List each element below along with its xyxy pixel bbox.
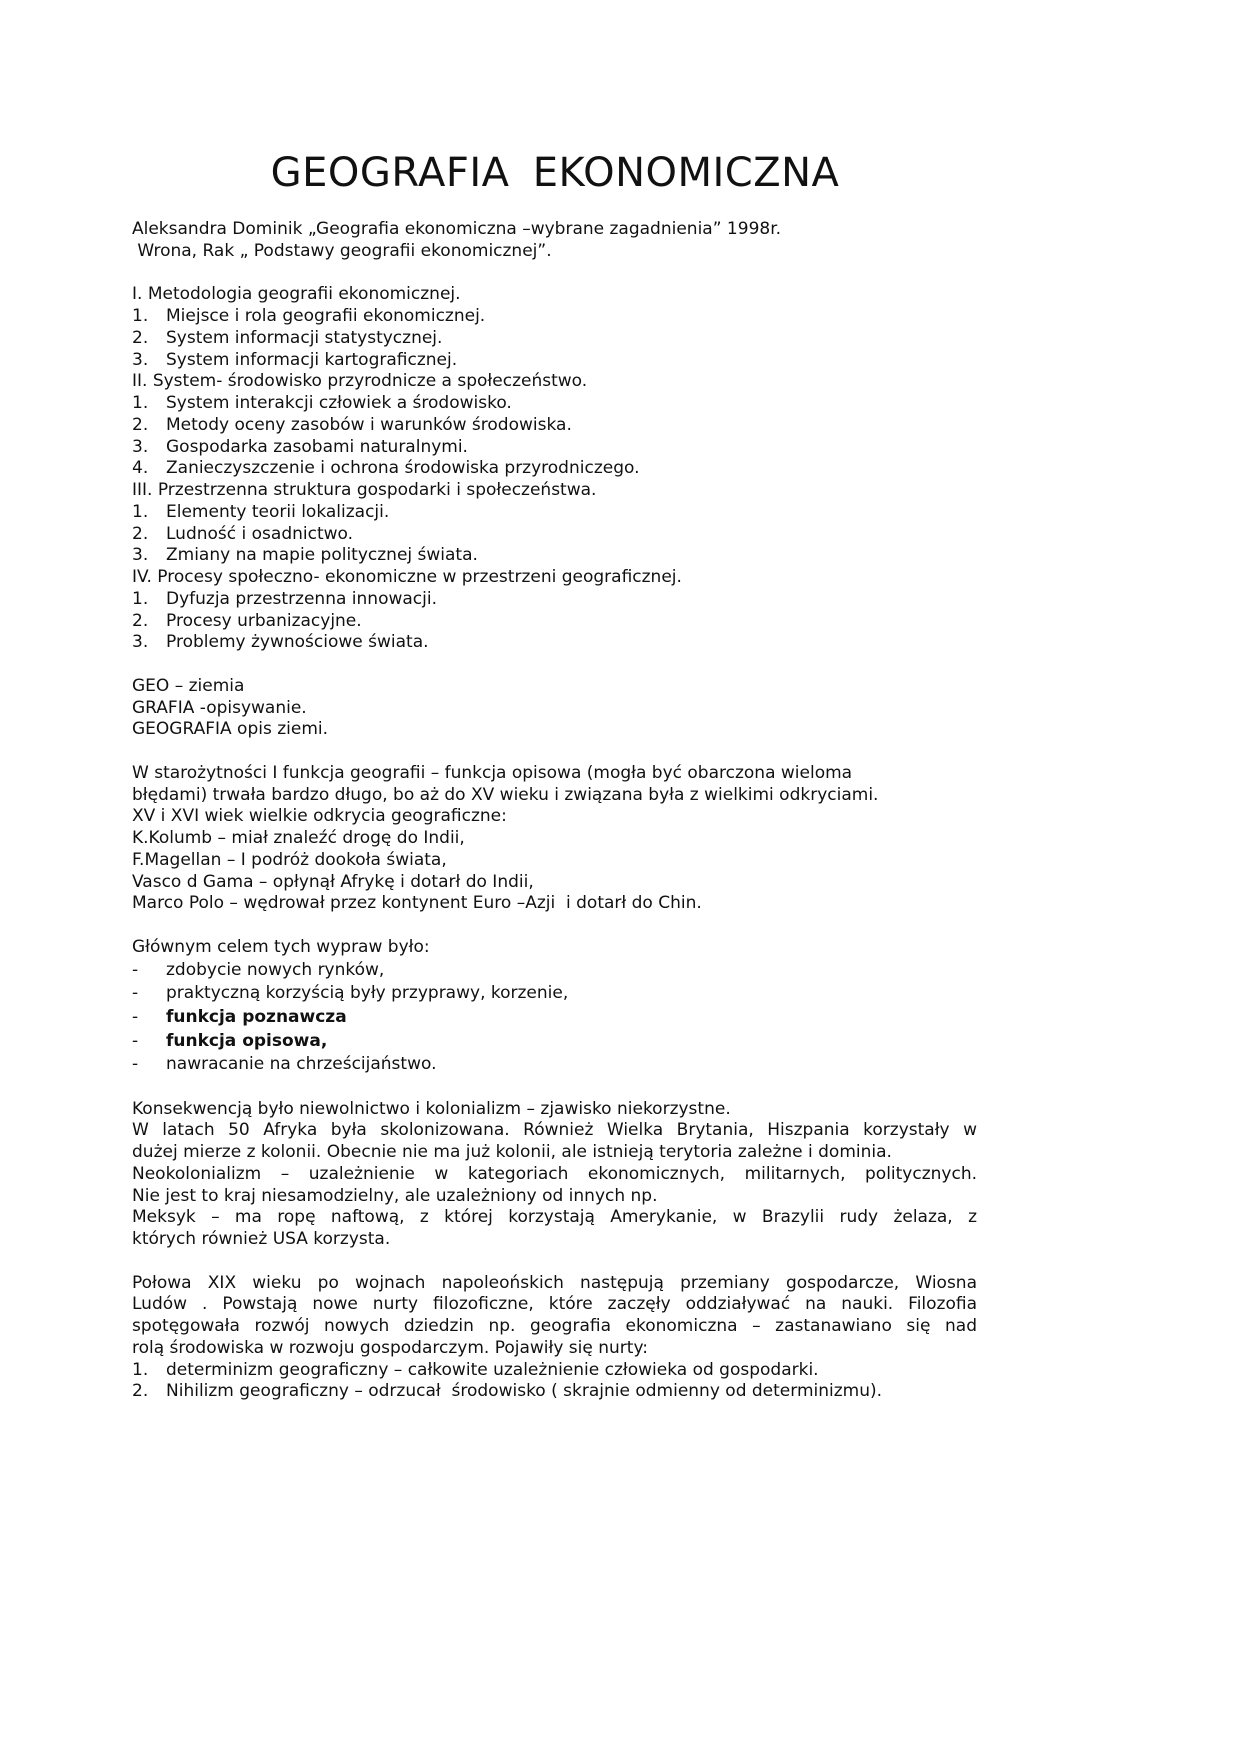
line-text: Konsekwencją było niewolnictwo i kolonializm – zjawisko niekorzystne.: [132, 1098, 731, 1119]
line-text: rolą środowiska w rozwoju gospodarczym. Pojawiły się nurty:: [132, 1337, 649, 1358]
line-text: GRAFIA -opisywanie.: [132, 697, 307, 718]
paragraph: [132, 937, 977, 1077]
list-marker: -: [132, 1054, 139, 1075]
line-text: Nie jest to kraj niesamodzielny, ale uzależniony od innych np.: [132, 1185, 658, 1206]
line-text: Dyfuzja przestrzenna innowacji.: [166, 588, 437, 609]
line-text: determinizm geograficzny – całkowite uzależnienie człowieka od gospodarki.: [166, 1359, 819, 1380]
numbered-item: [132, 458, 977, 480]
text-line: [132, 872, 977, 894]
list-marker: 2.: [132, 414, 149, 435]
paragraph: [132, 219, 977, 263]
numbered-item: [132, 1360, 977, 1382]
text-line: [132, 1186, 977, 1208]
line-text: praktyczną korzyścią były przyprawy, korzenie,: [166, 983, 569, 1004]
text-line: [132, 719, 977, 741]
line-text: Zmiany na mapie politycznej świata.: [166, 545, 478, 566]
text-line: [132, 219, 977, 241]
text-line: [132, 785, 977, 807]
list-marker: 1.: [132, 306, 149, 326]
text-line: [132, 763, 977, 785]
line-text: Nihilizm geograficzny – odrzucał środowisko ( skrajnie odmienny od determinizmu).: [166, 1381, 883, 1402]
paragraph: [132, 284, 977, 654]
list-marker: 3.: [132, 349, 149, 370]
numbered-item: [132, 437, 977, 459]
line-text: funkcja opisowa,: [166, 1030, 328, 1051]
list-marker: 1.: [132, 1359, 149, 1380]
text-line: [132, 1164, 977, 1186]
list-marker: 1.: [132, 501, 149, 522]
list-marker: 1.: [132, 393, 149, 413]
text-line: [132, 371, 977, 393]
paragraph: [132, 763, 977, 915]
list-marker: -: [132, 1030, 139, 1051]
list-marker: 4.: [132, 458, 149, 479]
text-line: [132, 480, 977, 502]
line-text: System informacji statystycznej.: [166, 327, 443, 348]
line-text: Zanieczyszczenie i ochrona środowiska przyrodniczego.: [166, 458, 640, 479]
text-line: [132, 284, 977, 306]
line-text: W starożytności I funkcja geografii – funkcja opisowa (mogła być obarczona wieloma: [132, 762, 853, 783]
list-marker: -: [132, 959, 139, 980]
line-text: Miejsce i rola geografii ekonomicznej.: [166, 306, 486, 326]
numbered-item: [132, 393, 977, 415]
line-text: błędami) trwała bardzo długo, bo aż do XV wieku i związana była z wielkimi odkryciami.: [132, 784, 879, 805]
bullet-item: [132, 1053, 977, 1077]
text-line: [132, 241, 977, 263]
list-marker: 3.: [132, 545, 149, 566]
line-text: K.Kolumb – miał znaleźć drogę do Indii,: [132, 828, 465, 848]
line-text: funkcja poznawcza: [166, 1006, 347, 1027]
paragraph-gap: [132, 263, 977, 285]
line-text: Metody oceny zasobów i warunków środowiska.: [166, 414, 572, 435]
list-marker: 2.: [132, 523, 149, 544]
paragraph: [132, 676, 977, 741]
text-line: [132, 1229, 977, 1251]
text-line: [132, 698, 977, 720]
list-marker: 3.: [132, 436, 149, 457]
numbered-item: [132, 350, 977, 372]
numbered-item: [132, 632, 977, 654]
numbered-item: [132, 306, 977, 328]
line-text: II. System- środowisko przyrodnicze a społeczeństwo.: [132, 371, 588, 392]
paragraph-gap: [132, 1077, 977, 1099]
line-text: I. Metodologia geografii ekonomicznej.: [132, 284, 461, 305]
paragraph-gap: [132, 915, 977, 937]
line-text: spotęgowała rozwój nowych dziedzin np. geografia ekonomiczna – zastanawiano się nad: [132, 1316, 977, 1337]
list-marker: 2.: [132, 327, 149, 348]
line-text: Głównym celem tych wypraw było:: [132, 936, 430, 957]
line-text: zdobycie nowych rynków,: [166, 959, 385, 980]
line-text: Vasco d Gama – opłynął Afrykę i dotarł do Indii,: [132, 871, 534, 892]
document-body: [132, 219, 977, 1403]
document-title: GEOGRAFIA EKONOMICZNA: [270, 150, 840, 196]
text-line: [132, 676, 977, 698]
line-text: Ludność i osadnictwo.: [166, 523, 354, 544]
numbered-item: [132, 1381, 977, 1403]
line-text: Problemy żywnościowe świata.: [166, 632, 429, 653]
text-line: [132, 567, 977, 589]
text-line: [132, 1316, 977, 1338]
bullet-item: [132, 959, 977, 983]
text-line: [132, 1207, 977, 1229]
line-text: których również USA korzysta.: [132, 1229, 391, 1250]
line-text: Marco Polo – wędrował przez kontynent Euro –Azji i dotarł do Chin.: [132, 893, 702, 914]
line-text: GEOGRAFIA opis ziemi.: [132, 719, 329, 740]
numbered-item: [132, 589, 977, 611]
line-text: IV. Procesy społeczno- ekonomiczne w przestrzeni geograficznej.: [132, 567, 682, 587]
text-line: [132, 850, 977, 872]
list-marker: 3.: [132, 632, 149, 653]
line-text: Procesy urbanizacyjne.: [166, 610, 362, 631]
line-text: Meksyk – ma ropę naftową, z której korzystają Amerykanie, w Brazylii rudy żelaza, z: [132, 1207, 977, 1228]
bullet-item: [132, 982, 977, 1006]
numbered-item: [132, 524, 977, 546]
text-line: [132, 893, 977, 915]
line-text: Połowa XIX wieku po wojnach napoleońskich następują przemiany gospodarcze, Wiosna: [132, 1272, 977, 1293]
line-text: nawracanie na chrześcijaństwo.: [166, 1054, 437, 1075]
bullet-item: [132, 1006, 977, 1030]
numbered-item: [132, 611, 977, 633]
list-marker: -: [132, 983, 139, 1004]
numbered-item: [132, 415, 977, 437]
numbered-item: [132, 545, 977, 567]
paragraph-gap: [132, 741, 977, 763]
numbered-item: [132, 502, 977, 524]
text-line: [132, 1142, 977, 1164]
text-line: [132, 1099, 977, 1121]
line-text: Elementy teorii lokalizacji.: [166, 501, 390, 522]
line-text: GEO – ziemia: [132, 675, 245, 696]
line-text: System interakcji człowiek a środowisko.: [166, 393, 512, 413]
text-line: [132, 806, 977, 828]
line-text: F.Magellan – I podróż dookoła świata,: [132, 849, 447, 870]
line-text: Ludów . Powstają nowe nurty filozoficzne, które zaczęły oddziaływać na nauki. Filozofia: [132, 1294, 977, 1315]
text-line: [132, 828, 977, 850]
list-marker: 2.: [132, 610, 149, 631]
line-text: Wrona, Rak „ Podstawy geografii ekonomicznej”.: [132, 240, 552, 261]
line-text: XV i XVI wiek wielkie odkrycia geograficzne:: [132, 806, 507, 827]
text-line: [132, 1294, 977, 1316]
list-marker: 2.: [132, 1381, 149, 1402]
line-text: Gospodarka zasobami naturalnymi.: [166, 436, 468, 457]
numbered-item: [132, 328, 977, 350]
line-text: dużej mierze z kolonii. Obecnie nie ma już kolonii, ale istnieją terytoria zależne i dominia.: [132, 1142, 892, 1163]
text-line: [132, 1120, 977, 1142]
text-line: [132, 1338, 977, 1360]
paragraph-gap: [132, 1251, 977, 1273]
line-text: System informacji kartograficznej.: [166, 349, 458, 370]
line-text: W latach 50 Afryka była skolonizowana. Również Wielka Brytania, Hiszpania korzystały w: [132, 1120, 977, 1141]
text-line: [132, 1273, 977, 1295]
line-text: Neokolonializm – uzależnienie w kategoriach ekonomicznych, militarnych, politycznych.: [132, 1163, 977, 1184]
paragraph: [132, 1099, 977, 1251]
text-line: [132, 937, 977, 959]
paragraph: [132, 1273, 977, 1404]
paragraph-gap: [132, 654, 977, 676]
line-text: III. Przestrzenna struktura gospodarki i społeczeństwa.: [132, 480, 597, 500]
list-marker: -: [132, 1006, 139, 1027]
list-marker: 1.: [132, 588, 149, 609]
bullet-item: [132, 1030, 977, 1054]
line-text: Aleksandra Dominik „Geografia ekonomiczna –wybrane zagadnienia” 1998r.: [132, 219, 782, 239]
